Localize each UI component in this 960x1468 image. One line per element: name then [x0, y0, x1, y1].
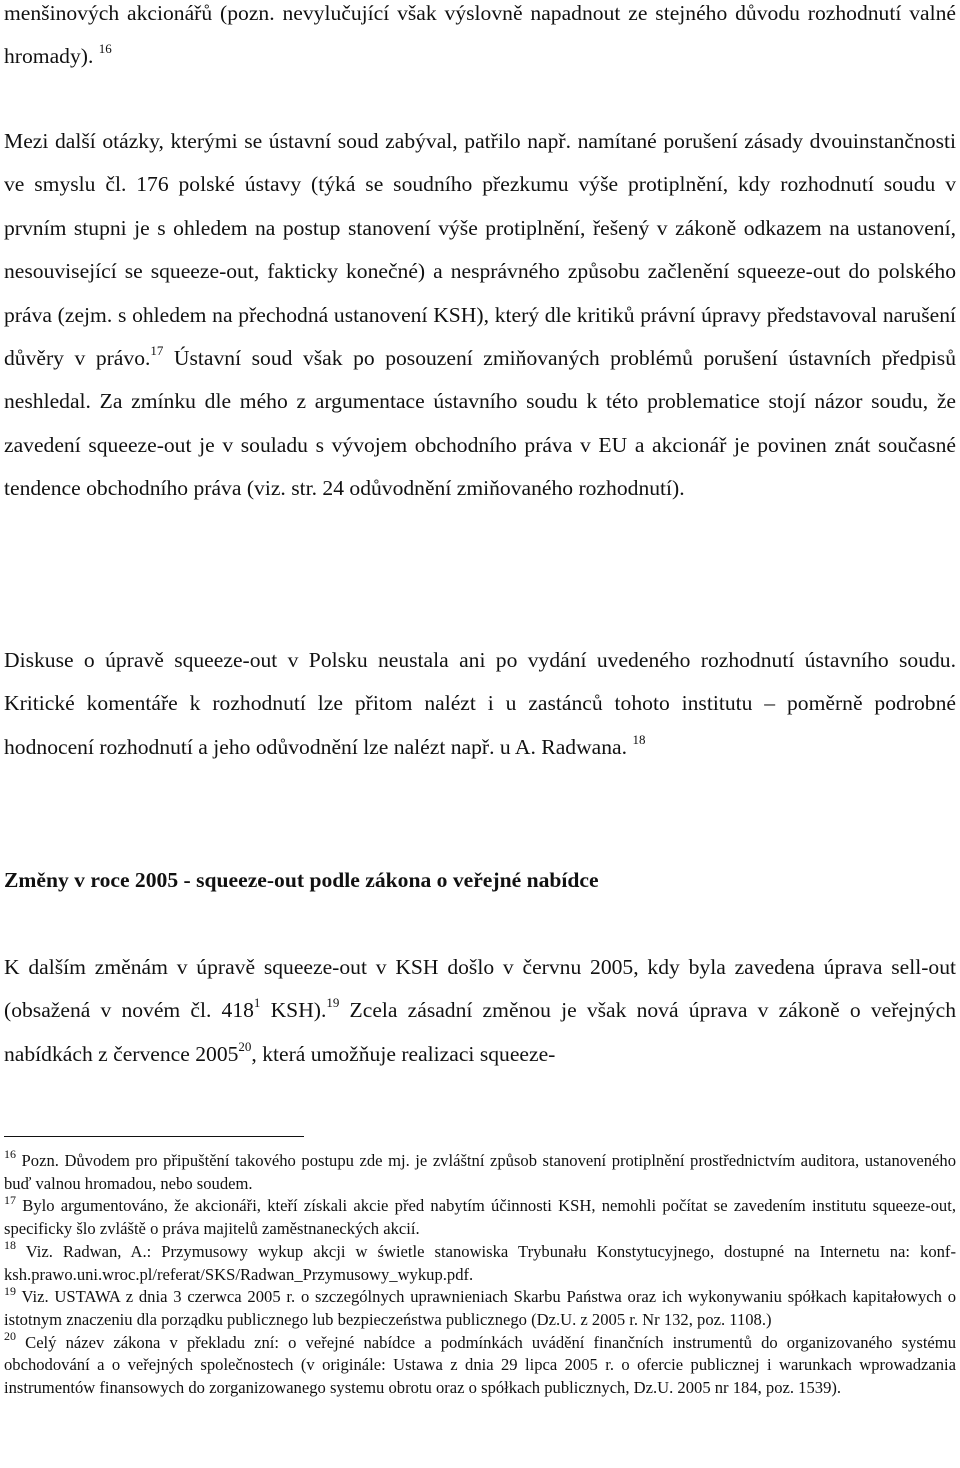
footnote-number: 20 [4, 1329, 16, 1344]
paragraph-text: K dalším změnám v úpravě squeeze-out v KSH došlo v červnu 2005, kdy byla zavedena úprava sell-out (obsažená v novém čl. 418 [4, 955, 956, 1023]
footnote-text: Viz. USTAWA z dnia 3 czerwca 2005 r. o szczególnych uprawnieniach Skarbu Państwa oraz ich wykonywaniu spółkach kapitałowych o istotnym znaczeniu dla porządku publicznego lub bezpieczeństwa publicznego (Dz.U. z 2005 r. Nr 132, poz. 1108.) [4, 1287, 956, 1329]
paragraph-changes-2005 [4, 946, 956, 1076]
paragraph-text: , která umožňuje realizaci squeeze- [251, 1041, 556, 1066]
paragraph-text: Diskuse o úpravě squeeze-out v Polsku neustala ani po vydání uvedeného rozhodnutí ústavního soudu. Kritické komentáře k rozhodnutí lze přitom nalézt i u zastánců tohoto institutu – poměrně podrobné hodnocení rozhodnutí a jeho odůvodnění lze nalézt např. u A. Radwana. [4, 648, 956, 759]
footnote-divider [4, 1136, 304, 1137]
paragraph-discussion [4, 639, 956, 769]
footnote-text: Pozn. Důvodem pro připuštění takového postupu zde mj. je zvláštní způsob stanovení protiplnění prostřednictvím auditora, ustanoveného buď valnou hromadou, nebo soudem. [4, 1151, 956, 1193]
paragraph-continued [4, 0, 956, 79]
paragraph-text: Mezi další otázky, kterými se ústavní soud zabýval, patřilo např. namítané porušení zásady dvouinstančnosti ve smyslu čl. 176 polské ústavy (týká se soudního přezkumu výše protiplnění, kdy rozhodnutí soudu v prvním stupni je s ohledem na postup stanovení výše protiplnění, řešený v zákoně odkazem na ustanovení, nesouvisející se squeeze-out, fakticky konečné) a nesprávného způsobu začlenění squeeze-out do polského práva (zejm. s ohledem na přechodná ustanovení KSH), který dle kritiků právní úpravy představoval narušení důvěry v právo. [4, 129, 956, 371]
footnote-ref[interactable]: 20 [238, 1038, 252, 1054]
footnote-16 [4, 1147, 956, 1195]
paragraph-constitutional-court [4, 120, 956, 511]
footnote-ref[interactable]: 18 [632, 731, 646, 747]
footnote-number: 17 [4, 1192, 16, 1207]
footnote-text: Viz. Radwan, A.: Przymusowy wykup akcji w świetle stanowiska Trybunału Konstytucyjnego, dostupné na Internetu na: konf-ksh.prawo.uni.wroc.pl/referat/SKS/Radwan_Przymusowy_wykup.pdf. [4, 1241, 956, 1284]
paragraph-text: Zcela zásadní změnou je však nová úprava v zákoně o veřejných nabídkách z července 2005 [4, 998, 956, 1066]
paragraph-text: menšinových akcionářů (pozn. nevylučující však výslovně napadnout ze stejného důvodu rozhodnutí valné hromady). [4, 1, 956, 69]
footnote-ref[interactable]: 19 [326, 995, 340, 1011]
footnotes-section [4, 1147, 956, 1400]
paragraph-text: Ústavní soud však po posouzení zmiňovaných problémů porušení ústavních předpisů neshledal. Za zmínku dle mého z argumentace ústavního soudu k této problematice stojí názor soudu, že zavedení squeeze-out je v souladu s vývojem obchodního práva v EU a akcionář je povinen znát současné tendence obchodního práva (viz. str. 24 odůvodnění zmiňovaného rozhodnutí). [4, 346, 956, 501]
footnote-20 [4, 1329, 956, 1400]
section-heading: Změny v roce 2005 - squeeze-out podle zákona o veřejné nabídce [4, 868, 599, 892]
footnote-ref[interactable]: 17 [150, 342, 164, 358]
footnote-17 [4, 1192, 956, 1240]
footnote-text: Bylo argumentováno, že akcionáři, kteří získali akcie před nabytím účinnosti KSH, nemohli počítat se zavedením institutu squeeze-out, specificky šlo zvláště o práva majitelů zaměstnaneckých akcií. [4, 1196, 956, 1239]
footnote-ref[interactable]: 16 [98, 41, 112, 57]
paragraph-text: KSH). [260, 998, 327, 1023]
footnote-18 [4, 1238, 956, 1286]
superscript-article: 1 [253, 995, 261, 1011]
footnote-number: 16 [4, 1147, 16, 1162]
footnote-19 [4, 1283, 956, 1331]
footnote-number: 18 [4, 1238, 16, 1253]
footnote-number: 19 [4, 1283, 16, 1298]
footnote-text: Celý název zákona v překladu zní: o veřejné nabídce a podmínkách uvádění finančních instrumentů do organizovaného systému obchodování a o veřejných společnostech (v originále: Ustawa z dnia 29 lipca 2005 r. o ofercie publicznej i warunkach wprowadzania instrumentów finansowych do zorganizowanego systemu obrotu oraz o spółkach publicznych, Dz.U. 2005 nr 184, poz. 1539). [4, 1332, 956, 1398]
